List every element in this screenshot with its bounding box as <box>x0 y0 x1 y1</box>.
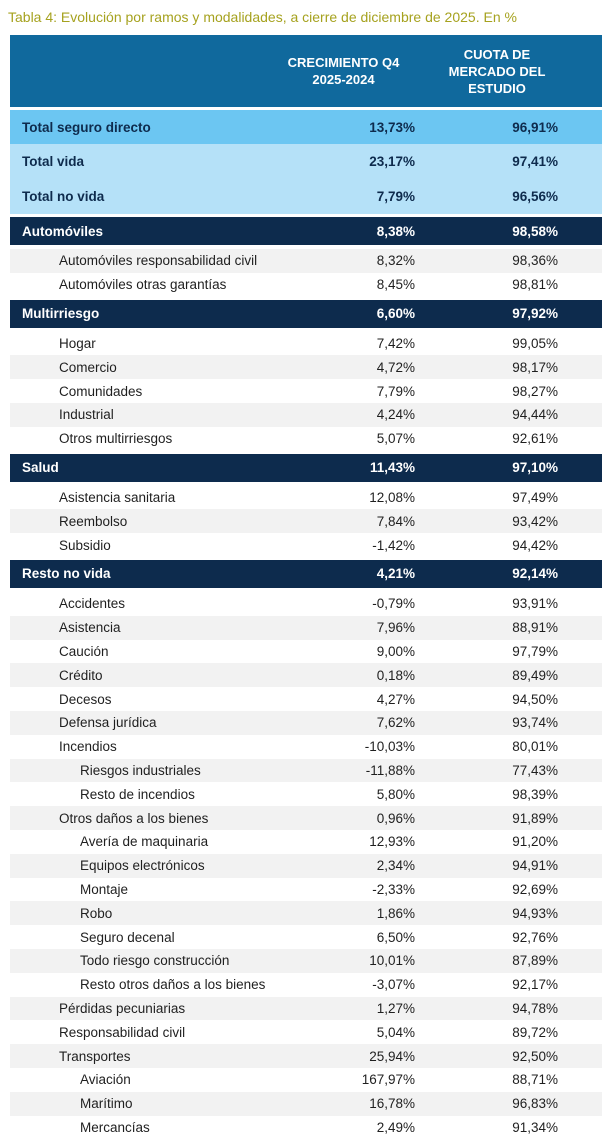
row-label: Comercio <box>10 360 272 375</box>
row-label: Seguro decenal <box>10 930 272 945</box>
table-header-row <box>10 35 602 107</box>
row-share-value: 94,78% <box>422 1001 602 1016</box>
table-row <box>10 560 602 588</box>
row-share-value: 92,61% <box>422 431 602 446</box>
header-cuota-column <box>422 35 602 107</box>
table-row <box>10 616 602 640</box>
table-row <box>10 1044 602 1068</box>
row-share-value: 93,91% <box>422 596 602 611</box>
row-growth-value: 2,49% <box>272 1120 422 1135</box>
row-share-value: 94,91% <box>422 858 602 873</box>
table-row <box>10 735 602 759</box>
row-share-value: 92,69% <box>422 882 602 897</box>
table-row <box>10 830 602 854</box>
row-label: Avería de maquinaria <box>10 834 272 849</box>
row-growth-value: 6,60% <box>272 306 422 321</box>
row-label: Hogar <box>10 336 272 351</box>
row-share-value: 94,44% <box>422 407 602 422</box>
row-growth-value: 9,00% <box>272 644 422 659</box>
row-label: Resto otros daños a los bienes <box>10 977 272 992</box>
table-row <box>10 854 602 878</box>
row-label: Marítimo <box>10 1096 272 1111</box>
row-label: Resto de incendios <box>10 787 272 802</box>
row-growth-value: 4,72% <box>272 360 422 375</box>
header-crecimiento-label: CRECIMIENTO Q4 2025-2024 <box>280 54 408 88</box>
row-share-value: 98,58% <box>422 224 602 239</box>
table-row <box>10 533 602 557</box>
row-growth-value: 8,38% <box>272 224 422 239</box>
table-row <box>10 179 602 214</box>
row-share-value: 96,83% <box>422 1096 602 1111</box>
row-growth-value: 1,27% <box>272 1001 422 1016</box>
row-growth-value: -1,42% <box>272 538 422 553</box>
row-growth-value: 11,43% <box>272 460 422 475</box>
table-row <box>10 379 602 403</box>
row-share-value: 98,17% <box>422 360 602 375</box>
table-row <box>10 403 602 427</box>
table-row <box>10 486 602 510</box>
row-share-value: 98,36% <box>422 253 602 268</box>
table-row <box>10 997 602 1021</box>
table-row <box>10 878 602 902</box>
header-crecimiento-column <box>272 35 422 107</box>
row-label: Decesos <box>10 692 272 707</box>
row-growth-value: 4,27% <box>272 692 422 707</box>
row-label: Subsidio <box>10 538 272 553</box>
row-share-value: 89,72% <box>422 1025 602 1040</box>
row-label: Reembolso <box>10 514 272 529</box>
row-share-value: 77,43% <box>422 763 602 778</box>
table-row <box>10 640 602 664</box>
row-share-value: 91,89% <box>422 811 602 826</box>
table-row <box>10 687 602 711</box>
row-growth-value: 6,50% <box>272 930 422 945</box>
row-label: Incendios <box>10 739 272 754</box>
row-growth-value: 4,24% <box>272 407 422 422</box>
row-label: Defensa jurídica <box>10 715 272 730</box>
row-growth-value: 7,96% <box>272 620 422 635</box>
row-growth-value: 7,79% <box>272 384 422 399</box>
row-share-value: 92,14% <box>422 566 602 581</box>
row-growth-value: 7,42% <box>272 336 422 351</box>
row-share-value: 96,56% <box>422 189 602 204</box>
row-share-value: 80,01% <box>422 739 602 754</box>
row-label: Equipos electrónicos <box>10 858 272 873</box>
row-label: Automóviles otras garantías <box>10 277 272 292</box>
row-label: Accidentes <box>10 596 272 611</box>
row-growth-value: 13,73% <box>272 120 422 135</box>
row-growth-value: 7,62% <box>272 715 422 730</box>
table-row <box>10 759 602 783</box>
row-growth-value: -0,79% <box>272 596 422 611</box>
row-label: Todo riesgo construcción <box>10 953 272 968</box>
row-growth-value: 5,04% <box>272 1025 422 1040</box>
row-label: Montaje <box>10 882 272 897</box>
row-share-value: 98,39% <box>422 787 602 802</box>
row-growth-value: 12,08% <box>272 490 422 505</box>
table-row <box>10 973 602 997</box>
row-label: Resto no vida <box>10 566 272 581</box>
row-share-value: 97,92% <box>422 306 602 321</box>
row-share-value: 99,05% <box>422 336 602 351</box>
ramos-modalidades-table <box>10 35 602 1139</box>
table-row <box>10 1092 602 1116</box>
row-share-value: 89,49% <box>422 668 602 683</box>
table-row <box>10 925 602 949</box>
row-share-value: 93,42% <box>422 514 602 529</box>
table-row <box>10 1068 602 1092</box>
table-row <box>10 663 602 687</box>
row-label: Responsabilidad civil <box>10 1025 272 1040</box>
row-label: Otros daños a los bienes <box>10 811 272 826</box>
row-share-value: 94,42% <box>422 538 602 553</box>
table-row <box>10 110 602 144</box>
row-share-value: 98,81% <box>422 277 602 292</box>
table-row <box>10 273 602 297</box>
table-row <box>10 901 602 925</box>
table-row <box>10 300 602 328</box>
row-label: Asistencia <box>10 620 272 635</box>
row-label: Mercancías <box>10 1120 272 1135</box>
row-label: Aviación <box>10 1072 272 1087</box>
row-growth-value: -11,88% <box>272 763 422 778</box>
row-share-value: 87,89% <box>422 953 602 968</box>
row-growth-value: 7,79% <box>272 189 422 204</box>
row-label: Otros multirriesgos <box>10 431 272 446</box>
table-row <box>10 217 602 245</box>
row-share-value: 97,41% <box>422 154 602 169</box>
row-label: Pérdidas pecuniarias <box>10 1001 272 1016</box>
row-growth-value: 167,97% <box>272 1072 422 1087</box>
row-growth-value: 25,94% <box>272 1049 422 1064</box>
row-share-value: 92,50% <box>422 1049 602 1064</box>
row-share-value: 98,27% <box>422 384 602 399</box>
row-growth-value: 4,21% <box>272 566 422 581</box>
row-growth-value: 5,80% <box>272 787 422 802</box>
row-label: Total vida <box>10 154 272 169</box>
row-growth-value: -3,07% <box>272 977 422 992</box>
row-share-value: 91,20% <box>422 834 602 849</box>
row-label: Transportes <box>10 1049 272 1064</box>
header-cuota-label: CUOTA DE MERCADO DEL ESTUDIO <box>445 46 549 97</box>
row-growth-value: 12,93% <box>272 834 422 849</box>
row-share-value: 97,49% <box>422 490 602 505</box>
row-label: Multirriesgo <box>10 306 272 321</box>
table-row <box>10 782 602 806</box>
row-label: Automóviles responsabilidad civil <box>10 253 272 268</box>
row-share-value: 93,74% <box>422 715 602 730</box>
row-share-value: 97,10% <box>422 460 602 475</box>
row-share-value: 91,34% <box>422 1120 602 1135</box>
row-label: Comunidades <box>10 384 272 399</box>
row-label: Crédito <box>10 668 272 683</box>
row-growth-value: -10,03% <box>272 739 422 754</box>
row-label: Automóviles <box>10 224 272 239</box>
row-growth-value: 1,86% <box>272 906 422 921</box>
row-label: Caución <box>10 644 272 659</box>
row-growth-value: 16,78% <box>272 1096 422 1111</box>
table-caption: Tabla 4: Evolución por ramos y modalidades, a cierre de diciembre de 2025. En % <box>0 0 612 26</box>
row-label: Industrial <box>10 407 272 422</box>
table-row <box>10 806 602 830</box>
row-growth-value: 2,34% <box>272 858 422 873</box>
row-label: Robo <box>10 906 272 921</box>
table-row <box>10 711 602 735</box>
row-growth-value: 10,01% <box>272 953 422 968</box>
table-row <box>10 1020 602 1044</box>
row-label: Asistencia sanitaria <box>10 490 272 505</box>
row-growth-value: 7,84% <box>272 514 422 529</box>
table-row <box>10 427 602 451</box>
row-growth-value: -2,33% <box>272 882 422 897</box>
table-row <box>10 355 602 379</box>
row-label: Riesgos industriales <box>10 763 272 778</box>
row-share-value: 88,91% <box>422 620 602 635</box>
row-share-value: 88,71% <box>422 1072 602 1087</box>
table-row <box>10 332 602 356</box>
row-share-value: 94,50% <box>422 692 602 707</box>
row-label: Salud <box>10 460 272 475</box>
table-row <box>10 454 602 482</box>
table-row <box>10 144 602 179</box>
row-share-value: 94,93% <box>422 906 602 921</box>
row-growth-value: 5,07% <box>272 431 422 446</box>
table-row <box>10 249 602 273</box>
row-growth-value: 8,45% <box>272 277 422 292</box>
table-row <box>10 509 602 533</box>
table-row <box>10 949 602 973</box>
table-body <box>10 110 602 1139</box>
row-share-value: 97,79% <box>422 644 602 659</box>
row-label: Total seguro directo <box>10 120 272 135</box>
row-label: Total no vida <box>10 189 272 204</box>
row-growth-value: 0,96% <box>272 811 422 826</box>
row-share-value: 92,17% <box>422 977 602 992</box>
row-growth-value: 8,32% <box>272 253 422 268</box>
row-growth-value: 23,17% <box>272 154 422 169</box>
row-share-value: 92,76% <box>422 930 602 945</box>
row-growth-value: 0,18% <box>272 668 422 683</box>
table-row <box>10 592 602 616</box>
row-share-value: 96,91% <box>422 120 602 135</box>
table-row <box>10 1116 602 1139</box>
